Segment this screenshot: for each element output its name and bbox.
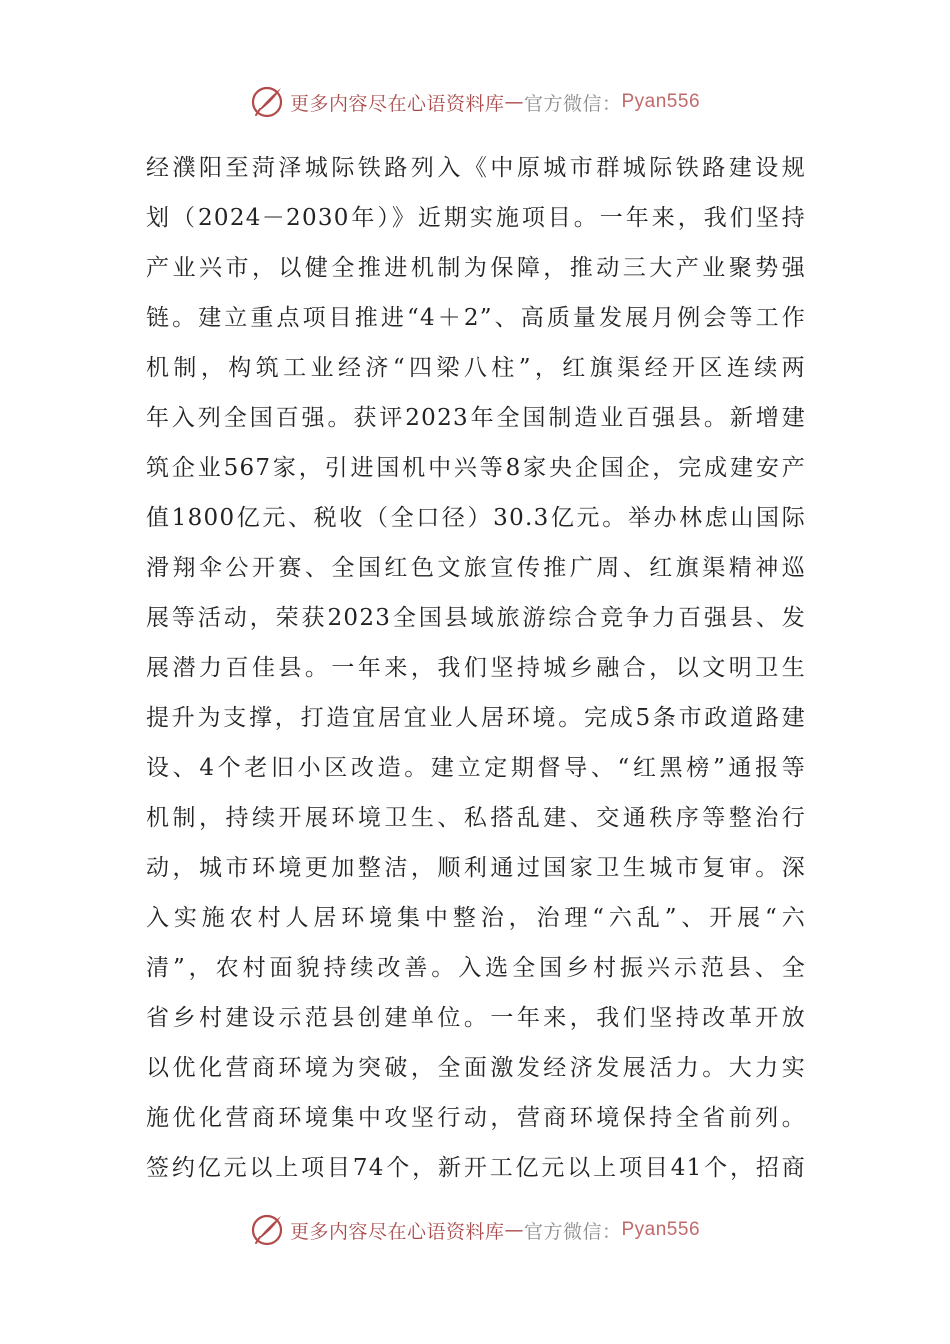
body-line-1: 经濮阳至菏泽城际铁路列入《中原城市群城际铁路建设规	[146, 155, 806, 181]
body-line-20: 施优化营商环境集中攻坚行动，营商环境保持全省前列。	[146, 1105, 806, 1131]
quill-logo-icon	[250, 1212, 286, 1248]
body-line-5: 机制，构筑工业经济“四梁八柱”，红旗渠经开区连续两	[146, 355, 806, 381]
watermark-official-label: 官方微信：	[523, 1220, 622, 1243]
watermark-title: 更多内容尽在心语资料库	[289, 92, 505, 115]
body-line-4: 链。建立重点项目推进“4＋2”、高质量发展月例会等工作	[146, 305, 806, 331]
body-line-18: 省乡村建设示范县创建单位。一年来，我们坚持改革开放	[146, 1005, 806, 1031]
watermark-dash: —	[504, 1219, 524, 1241]
watermark-title: 更多内容尽在心语资料库	[289, 1220, 505, 1243]
body-line-21: 签约亿元以上项目74个，新开工亿元以上项目41个，招商	[146, 1155, 806, 1181]
watermark-footer	[0, 1210, 950, 1250]
body-line-8: 值1800亿元、税收（全口径）30.3亿元。举办林虑山国际	[146, 505, 806, 531]
body-line-11: 展潜力百佳县。一年来，我们坚持城乡融合，以文明卫生	[146, 655, 806, 681]
document-body	[146, 143, 806, 1193]
body-line-13: 设、4个老旧小区改造。建立定期督导、“红黑榜”通报等	[146, 755, 806, 781]
body-line-19: 以优化营商环境为突破，全面激发经济发展活力。大力实	[146, 1055, 806, 1081]
body-line-14: 机制，持续开展环境卫生、私搭乱建、交通秩序等整治行	[146, 805, 806, 831]
body-line-3: 产业兴市，以健全推进机制为保障，推动三大产业聚势强	[146, 255, 806, 281]
body-line-15: 动，城市环境更加整洁，顺利通过国家卫生城市复审。深	[146, 855, 806, 881]
watermark-dash: —	[504, 91, 524, 113]
body-line-6: 年入列全国百强。获评2023年全国制造业百强县。新增建	[146, 405, 806, 431]
body-line-9: 滑翔伞公开赛、全国红色文旅宣传推广周、红旗渠精神巡	[146, 555, 806, 581]
watermark-wechat-id: Pyan556	[621, 1219, 701, 1240]
watermark-header	[0, 82, 950, 122]
body-line-12: 提升为支撑，打造宜居宜业人居环境。完成5条市政道路建	[146, 705, 806, 731]
body-line-10: 展等活动，荣获2023全国县域旅游综合竞争力百强县、发	[146, 605, 806, 631]
quill-logo-icon	[250, 84, 286, 120]
body-line-17: 清”，农村面貌持续改善。入选全国乡村振兴示范县、全	[146, 955, 806, 981]
body-line-7: 筑企业567家，引进国机中兴等8家央企国企，完成建安产	[146, 455, 806, 481]
body-line-16: 入实施农村人居环境集中整治，治理“六乱”、开展“六	[146, 905, 806, 931]
body-line-2: 划（2024－2030年）》近期实施项目。一年来，我们坚持	[146, 205, 806, 231]
watermark-wechat-id: Pyan556	[621, 91, 701, 112]
watermark-official-label: 官方微信：	[523, 92, 622, 115]
